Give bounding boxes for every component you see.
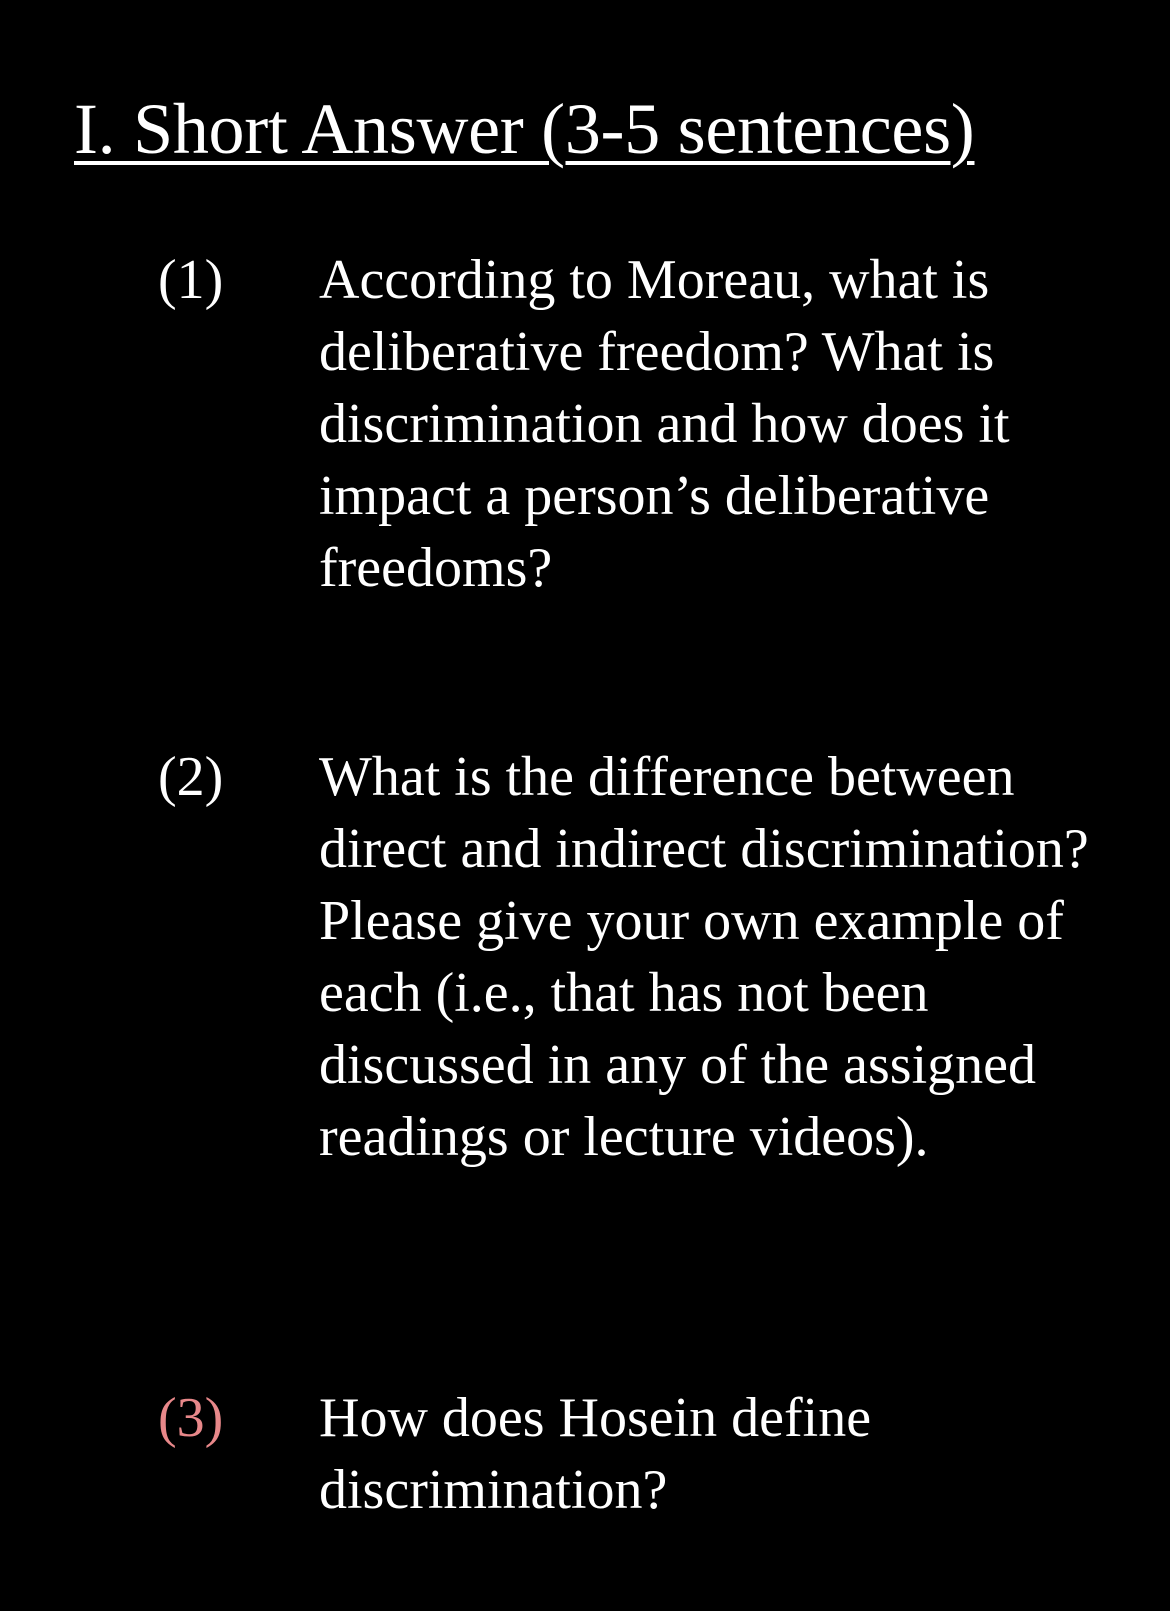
question-number: (1) [158, 249, 224, 311]
question-text: According to Moreau, what is deliberative freedom? What is discrimination and how does it impact a person’s deliberative freedoms? [319, 249, 1010, 599]
question-number: (2) [158, 746, 224, 808]
question-number: (3) [158, 1387, 224, 1449]
question-text: What is the difference between direct and indirect discrimination? Please give your own example of each (i.e., that has not been discussed in any of the assigned readings or lecture videos). [319, 746, 1089, 1168]
question-text: How does Hosein define discrimination? [319, 1387, 872, 1521]
section-title: I. Short Answer (3-5 sentences) [74, 89, 975, 169]
